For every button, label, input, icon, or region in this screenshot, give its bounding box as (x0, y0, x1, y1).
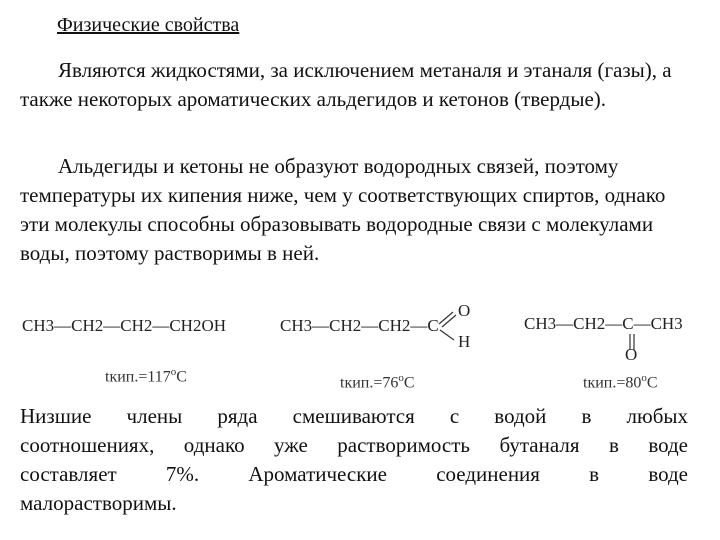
aldehyde-oxygen-atom: O (458, 301, 471, 320)
formula-butanal (280, 316, 439, 336)
paragraph-solubility (20, 402, 688, 518)
temp-value: =80 (616, 374, 642, 392)
formula-butanol-text: CH3—CH2—CH2—CH2OH (22, 316, 227, 335)
formula-butanone (524, 314, 683, 334)
paragraph-line: Низшие члены ряда смешиваются с водой в любых (20, 404, 688, 428)
temp-unit: C (646, 374, 658, 392)
formula-butanal-text: CH3—CH2—CH2—C (280, 316, 439, 335)
formula-butanone-text: CH3—CH2—C—CH3 (524, 314, 683, 333)
temp-unit: C (176, 368, 187, 386)
paragraph-physical-state: Являются жидкостями, за исключением метаналя и этаналя (газы), а также некоторых ароматических альдегидов и кетонов (твердые). (20, 58, 672, 111)
temp-label: tкип. (105, 368, 139, 386)
paragraph-line: соотношениях, однако уже растворимость бутаналя в воде (20, 433, 688, 457)
temp-value: =117 (138, 368, 171, 386)
aldehyde-group-bonds (437, 302, 477, 352)
formula-butanol (22, 316, 226, 336)
degree-sign: o (641, 372, 647, 384)
degree-sign: o (398, 372, 404, 384)
ketone-oxygen-atom: O (625, 345, 638, 364)
temp-label: tкип. (583, 374, 617, 392)
aldehyde-hydrogen-atom: H (458, 332, 471, 351)
boiling-point-butanal (340, 372, 415, 392)
paragraph-hydrogen-bonds: Альдегиды и кетоны не образуют водородных связей, поэтому температуры их кипения ниже, чем у соответствующих спиртов, однако эти молекулы способны образовывать водородные связи с молекулами воды, поэтому растворимы в ней. (20, 154, 666, 265)
temp-unit: C (403, 374, 415, 392)
page-heading: Физические свойства (57, 14, 240, 36)
temp-label: tкип. (340, 374, 374, 392)
paragraph-line: малорастворимы. (20, 491, 177, 515)
paragraph-line: составляет 7%. Ароматические соединения в воде (20, 462, 688, 486)
boiling-point-butanol (105, 366, 187, 386)
boiling-point-butanone (583, 372, 658, 392)
degree-sign: o (170, 366, 177, 378)
temp-value: =76 (373, 374, 399, 392)
